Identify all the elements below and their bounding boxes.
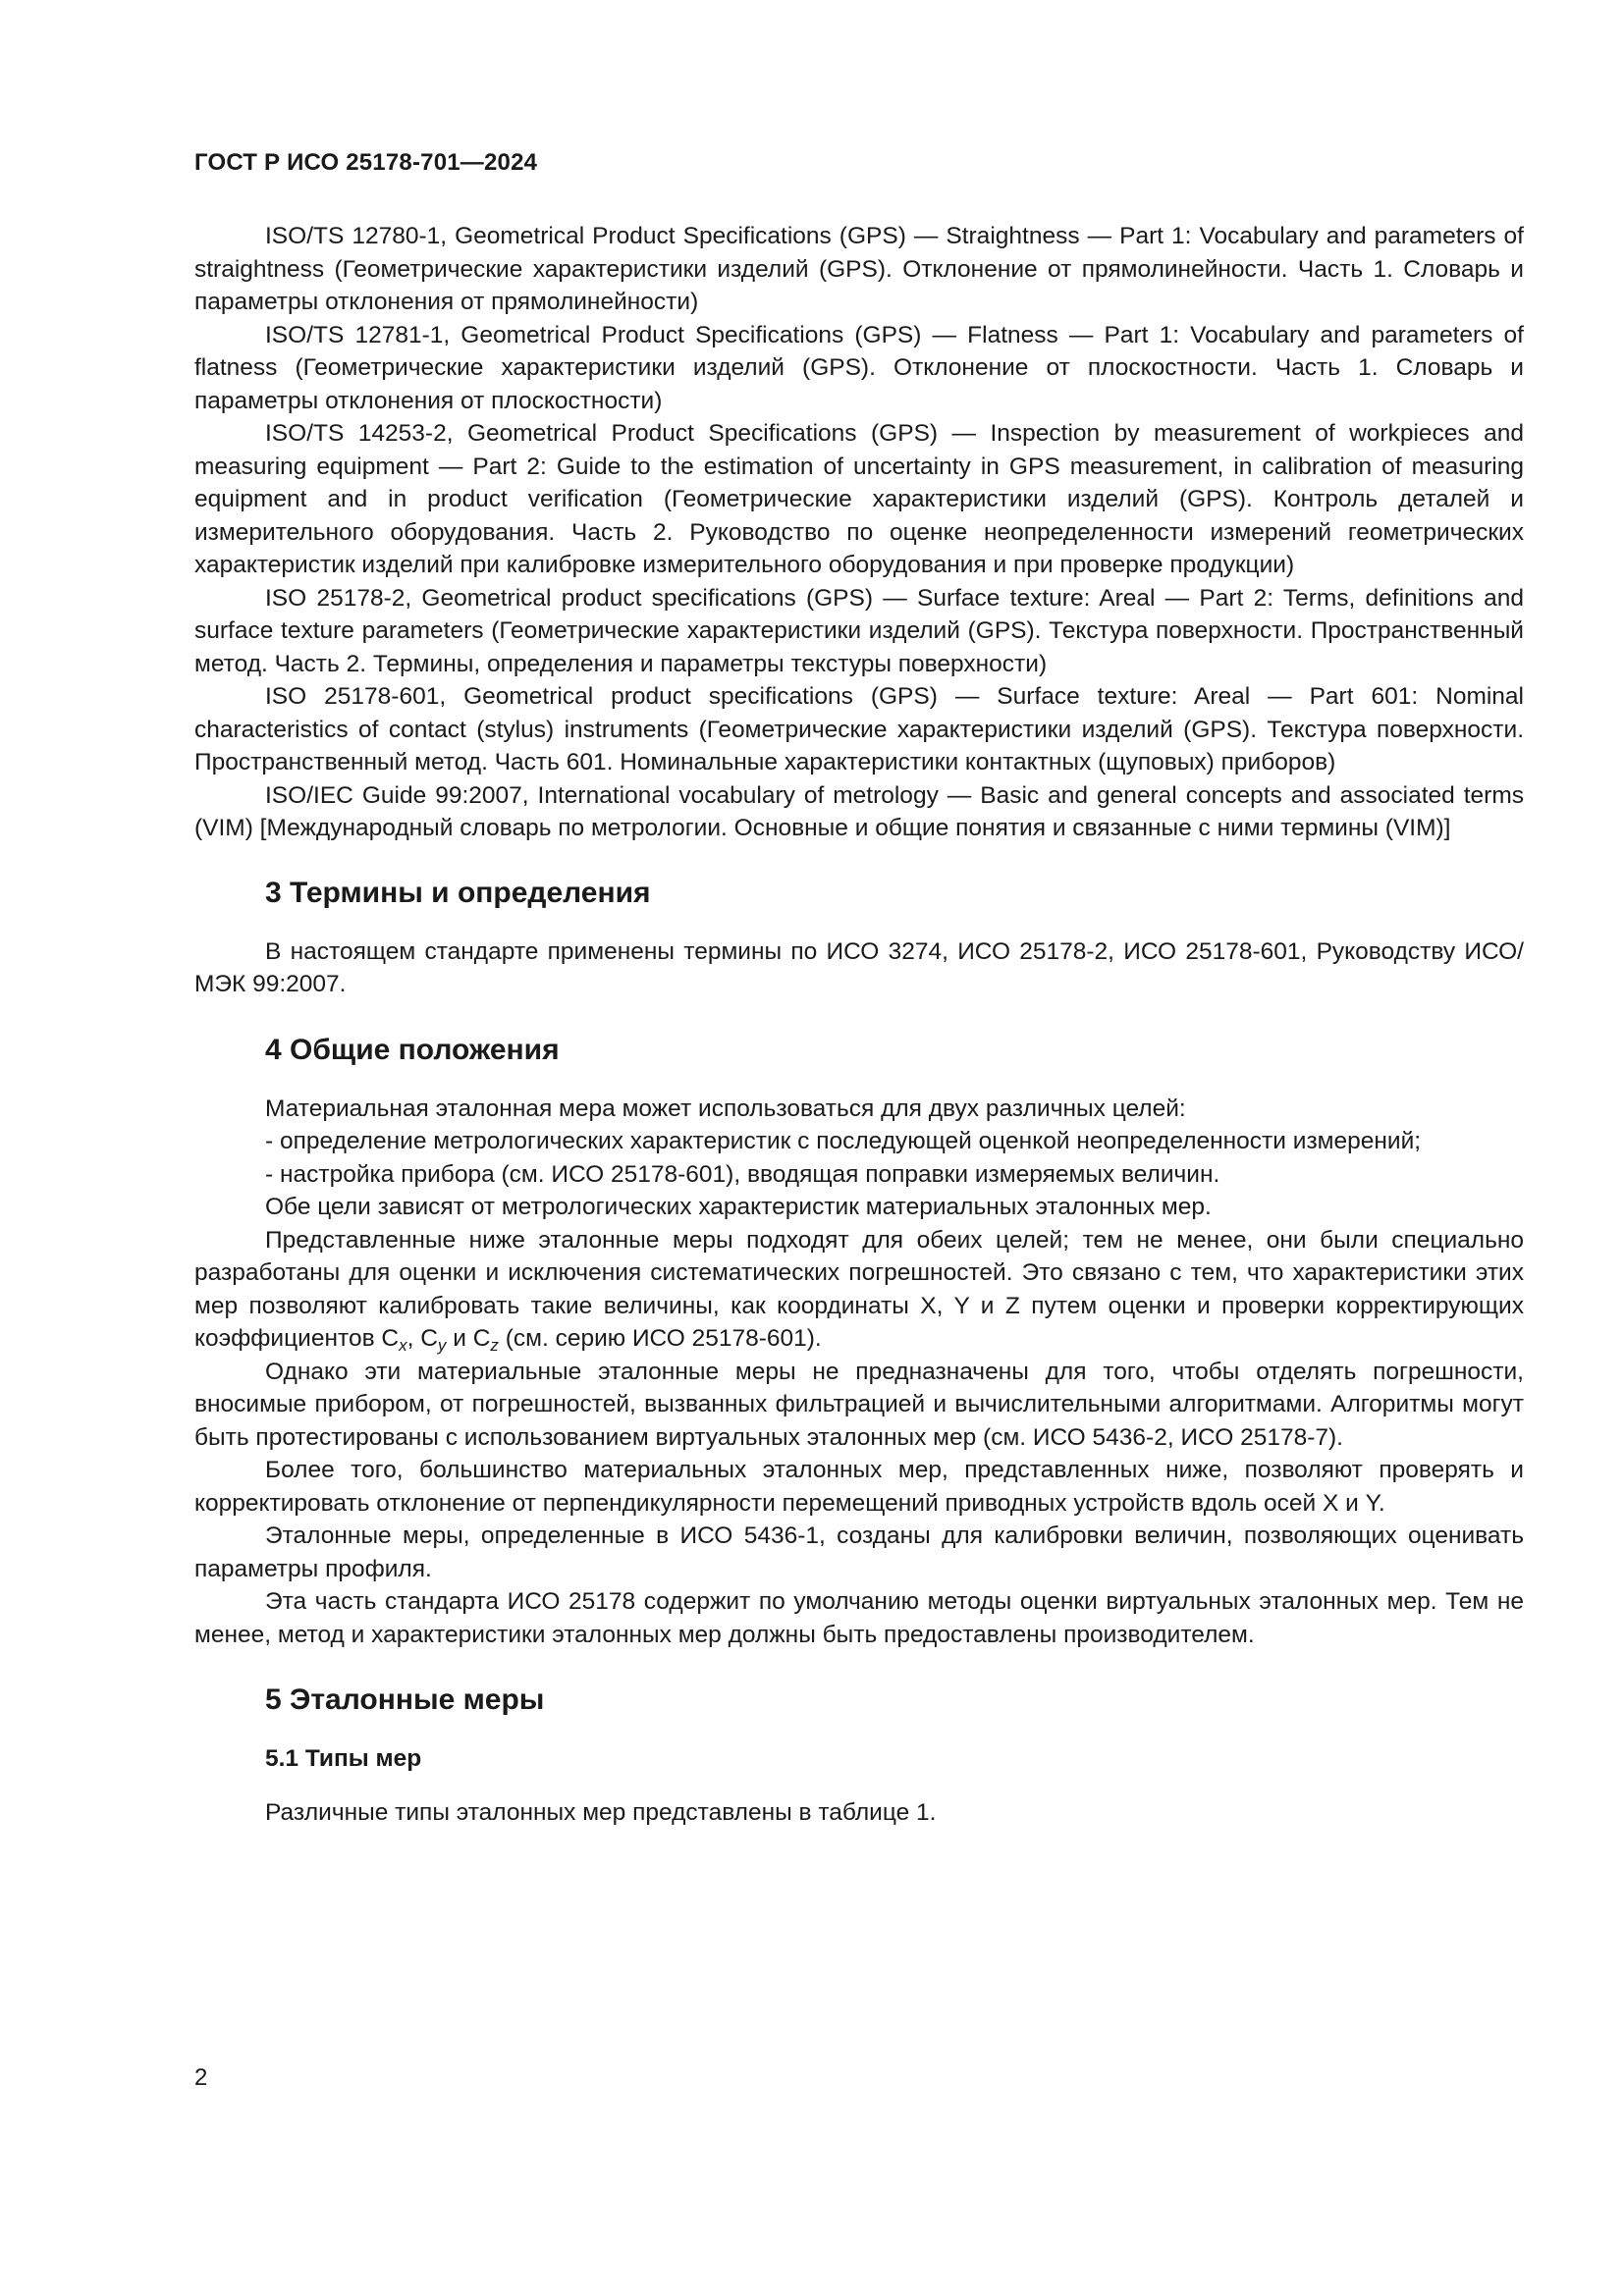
page-number: 2 (194, 2064, 208, 2091)
section-4-paragraph (194, 1224, 1524, 1356)
reference-item: ISO/TS 14253-2, Geometrical Product Specifications (GPS) — Inspection by measurement of workpieces and measuring equipment — Part 2: Guide to the estimation of uncertainty in GPS measurement, in calibration of measuring equipment and in product verification (Геометрические характеристики изделий (GPS). Контроль деталей и измерительного оборудования. Часть 2. Руководство по оценке неопределенности измерений геометрических характеристик изделий при калибровке измерительного оборудования и при проверке продукции) (194, 420, 1524, 578)
paragraph-text: , C (406, 1325, 438, 1352)
section-5-text: Различные типы эталонных мер представлены в таблице 1. (265, 1799, 937, 1826)
section-4-paragraph: Обе цели зависят от метрологических характеристик материальных эталонных мер. (265, 1194, 1212, 1220)
section-4-paragraph: Материальная эталонная мера может использоваться для двух различных целей: (265, 1095, 1186, 1122)
section-4-paragraph: Более того, большинство материальных эталонных мер, представленных ниже, позволяют проверять и корректировать отклонение от перпендикулярности перемещений приводных устройств вдоль осей X и Y. (194, 1457, 1524, 1517)
reference-item: ISO/IEC Guide 99:2007, International vocabulary of metrology — Basic and general concepts and associated terms (VIM) [Международный словарь по метрологии. Основные и общие понятия и связанные с ними термины (VIM)] (194, 781, 1524, 841)
document-header: ГОСТ Р ИСО 25178-701—2024 (194, 149, 538, 176)
section-4-paragraph: Эта часть стандарта ИСО 25178 содержит по умолчанию методы оценки виртуальных эталонных мер. Тем не менее, метод и характеристики эталонных мер должны быть предоставлены производителем. (194, 1588, 1524, 1648)
subscript-y: y (437, 1336, 447, 1355)
document-body (194, 220, 1524, 1830)
section-3-text: В настоящем стандарте применены термины по ИСО 3274, ИСО 25178-2, ИСО 25178-601, Руководству ИСО/МЭК 99:2007. (194, 937, 1524, 997)
subscript-z: z (490, 1336, 499, 1355)
subsection-5-1-heading: 5.1 Типы мер (265, 1745, 422, 1772)
section-3-heading: 3 Термины и определения (265, 876, 651, 909)
paragraph-text: (см. серию ИСО 25178-601). (498, 1325, 822, 1352)
section-4-paragraph: Однако эти материальные эталонные меры не предназначены для того, чтобы отделять погрешности, вносимые прибором, от погрешностей, вызванных фильтрацией и вычислительными алгоритмами. Алгоритмы могут быть протестированы с использованием виртуальных эталонных мер (см. ИСО 5436-2, ИСО 25178-7). (194, 1358, 1524, 1451)
section-4-heading: 4 Общие положения (265, 1033, 560, 1066)
section-4-paragraph: Эталонные меры, определенные в ИСО 5436-1, созданы для калибровки величин, позволяющих оценивать параметры профиля. (194, 1522, 1524, 1582)
paragraph-text: Представленные ниже эталонные меры подходят для обеих целей; тем не менее, они были специально разработаны для оценки и исключения систематических погрешностей. Это связано с тем, что характеристики этих мер позволяют калибровать такие величины, как координаты X, Y и Z путем оценки и проверки корректирующих коэффициентов C (194, 1226, 1524, 1352)
section-5-heading: 5 Эталонные меры (265, 1683, 545, 1716)
subscript-x: x (399, 1336, 407, 1355)
reference-item: ISO/TS 12781-1, Geometrical Product Specifications (GPS) — Flatness — Part 1: Vocabulary and parameters of flatness (Геометрические характеристики изделий (GPS). Отклонение от плоскостности. Часть 1. Словарь и параметры отклонения от плоскостности) (194, 321, 1524, 414)
reference-item: ISO/TS 12780-1, Geometrical Product Specifications (GPS) — Straightness — Part 1: Vocabulary and parameters of straightness (Геометрические характеристики изделий (GPS). Отклонение от прямолинейности. Часть 1. Словарь и параметры отклонения от прямолинейности) (194, 223, 1524, 315)
section-4-list-item: - определение метрологических характеристик с последующей оценкой неопределенности измерений; (265, 1128, 1422, 1154)
paragraph-text: и C (446, 1325, 491, 1352)
reference-item: ISO 25178-2, Geometrical product specifications (GPS) — Surface texture: Areal — Part 2: Terms, definitions and surface texture parameters (Геометрические характеристики изделий (GPS). Текстура поверхности. Пространственный метод. Часть 2. Термины, определения и параметры текстуры поверхности) (194, 584, 1524, 677)
reference-item: ISO 25178-601, Geometrical product specifications (GPS) — Surface texture: Areal — Part 601: Nominal characteristics of contact (stylus) instruments (Геометрические характеристики изделий (GPS). Текстура поверхности. Пространственный метод. Часть 601. Номинальные характеристики контактных (щуповых) приборов) (194, 683, 1524, 775)
section-4-list-item: - настройка прибора (см. ИСО 25178-601), вводящая поправки измеряемых величин. (265, 1160, 1220, 1188)
